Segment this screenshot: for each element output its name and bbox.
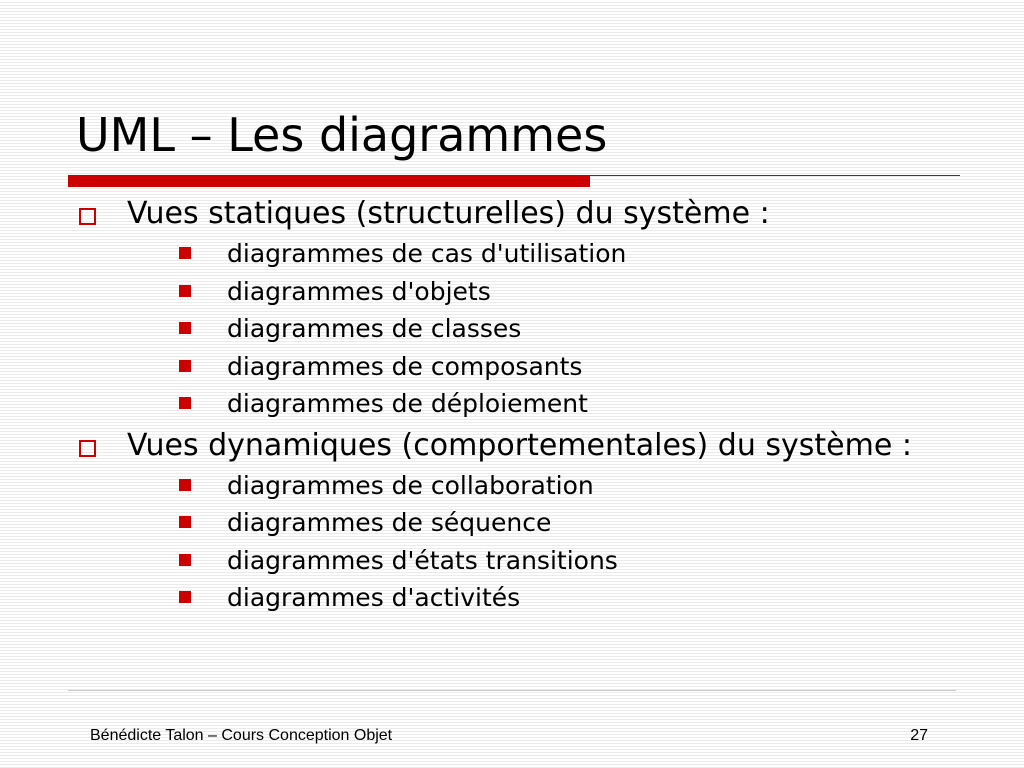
diagram-list-item	[127, 310, 956, 348]
filled-square-bullet-icon	[179, 397, 191, 409]
filled-square-bullet-icon	[179, 360, 191, 372]
hollow-square-bullet-icon	[79, 440, 96, 457]
diagram-list-item	[127, 235, 956, 273]
filled-square-bullet-icon	[179, 322, 191, 334]
section-static-views	[76, 197, 956, 423]
diagram-list-item-label: diagrammes de collaboration	[227, 470, 594, 500]
diagram-list-item-label: diagrammes de classes	[227, 314, 522, 343]
footer-author-course: Bénédicte Talon – Cours Conception Objet	[90, 727, 393, 744]
hollow-square-bullet-icon	[79, 208, 96, 225]
diagram-list-item-label: diagrammes de séquence	[227, 508, 552, 537]
diagram-list-item-label: diagrammes de composants	[227, 351, 583, 381]
filled-square-bullet-icon	[179, 247, 191, 259]
footer-rule	[68, 690, 956, 691]
diagram-list-item-label: diagrammes d'états transitions	[227, 545, 618, 575]
filled-square-bullet-icon	[179, 516, 191, 528]
diagram-list-item-label: diagrammes de déploiement	[227, 389, 588, 418]
title-rule-thick	[68, 175, 590, 187]
diagram-list-item	[127, 348, 956, 386]
filled-square-bullet-icon	[179, 479, 191, 491]
section-heading: Vues statiques (structurelles) du système :	[127, 196, 770, 231]
diagram-list-item-label: diagrammes de cas d'utilisation	[227, 239, 627, 268]
diagram-list-item-label: diagrammes d'objets	[227, 276, 491, 306]
diagram-list	[127, 235, 956, 423]
filled-square-bullet-icon	[179, 554, 191, 566]
filled-square-bullet-icon	[179, 285, 191, 297]
diagram-list-item	[127, 385, 956, 423]
diagram-list-item	[127, 579, 956, 617]
slide-content	[76, 197, 956, 617]
section-heading: Vues dynamiques (comportementales) du système :	[127, 427, 912, 463]
filled-square-bullet-icon	[179, 591, 191, 603]
section-dynamic-views	[76, 429, 956, 617]
page-number: 27	[910, 727, 928, 744]
diagram-list-item	[127, 504, 956, 542]
slide-title: UML – Les diagrammes	[76, 108, 608, 162]
diagram-list-item	[127, 542, 956, 580]
diagram-list-item	[127, 467, 956, 505]
diagram-list-item-label: diagrammes d'activités	[227, 583, 521, 612]
diagram-list	[127, 467, 956, 617]
diagram-list-item	[127, 273, 956, 311]
